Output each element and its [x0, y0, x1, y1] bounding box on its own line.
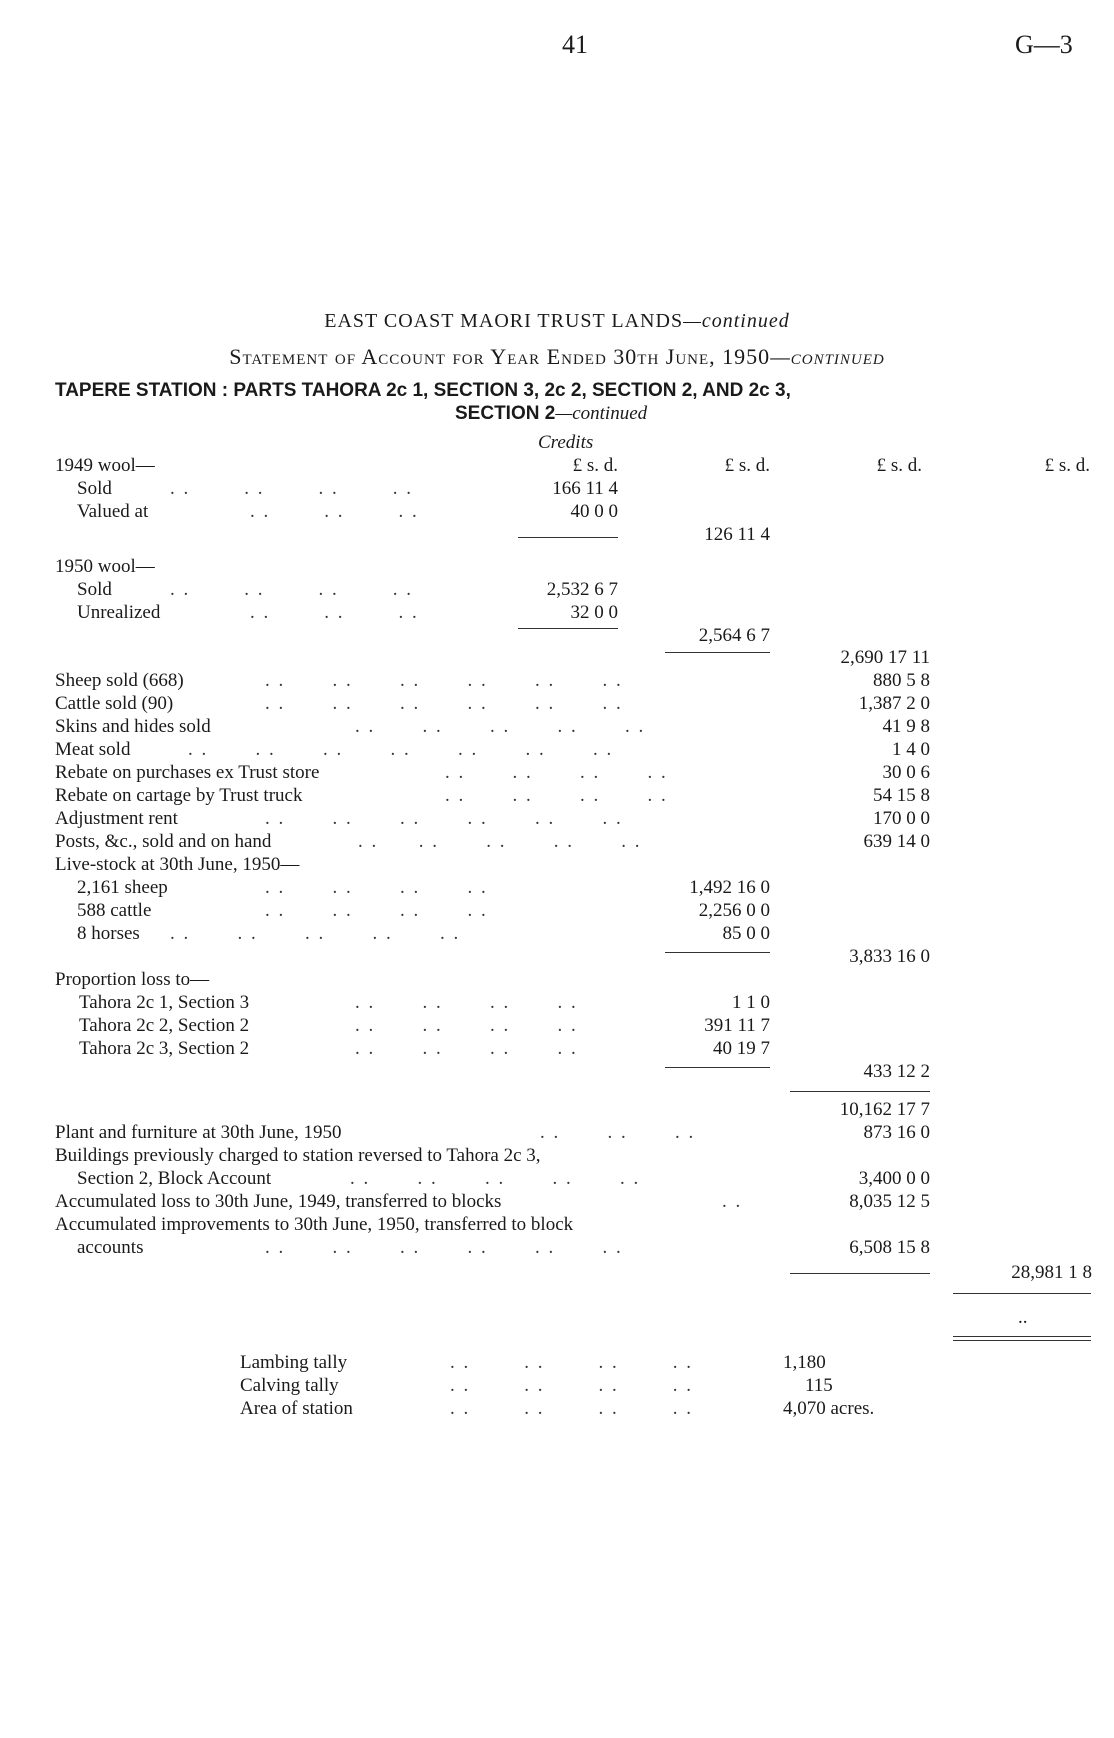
leader-dots: . . . . . . . . . . . . [265, 693, 623, 714]
wool-1950-unrealized-label: Unrealized [77, 602, 161, 623]
item-amount: 30 0 6 [882, 762, 930, 783]
leader-dots: . . . . . . . . [445, 785, 668, 806]
credits-label: Credits [538, 432, 594, 453]
livestock-row-label: 2,161 sheep [77, 877, 168, 898]
station-heading-line2 [455, 403, 647, 425]
leader-dots: . . . . . . . . . . [355, 716, 646, 737]
buildings-line2: Section 2, Block Account [77, 1168, 272, 1189]
item-label: Cattle sold (90) [55, 693, 174, 714]
leader-dots: . . . . . . . . [450, 1375, 693, 1396]
subtotal: 10,162 17 7 [839, 1099, 930, 1120]
buildings-amount: 3,400 0 0 [858, 1168, 930, 1189]
leader-dots: . . . . . . [250, 602, 419, 623]
title-main: EAST COAST MAORI TRUST LANDS [324, 310, 684, 332]
wool-1950-sold-label: Sold [77, 579, 112, 600]
station-line2-continued: —continued [555, 403, 648, 424]
rule [518, 628, 618, 629]
item-amount: 41 9 8 [882, 716, 930, 737]
title-continued: —continued [683, 310, 790, 332]
leader-dots: . . . . . . . . [355, 992, 578, 1013]
item-amount: 639 14 0 [863, 831, 930, 852]
leader-dots: . . . . . . . . [450, 1398, 693, 1419]
wool-1949-valued-label: Valued at [77, 501, 149, 522]
rule [953, 1336, 1091, 1337]
rule [665, 652, 770, 653]
col-header-4: £ s. d. [1044, 455, 1090, 476]
leader-dots: . . . . . . . . [265, 877, 488, 898]
wool-total: 2,690 17 11 [840, 647, 930, 668]
rule [953, 1293, 1091, 1294]
item-amount: 170 0 0 [873, 808, 930, 829]
leader-dots: . . . . . . . . . . . . [265, 670, 623, 691]
tally-value: 115 [805, 1375, 833, 1396]
grand-total: 28,981 1 8 [1011, 1262, 1092, 1283]
wool-1949-valued: 40 0 0 [570, 501, 618, 522]
proportion-row-amount: 40 19 7 [713, 1038, 770, 1059]
livestock-label: Live-stock at 30th June, 1950— [55, 854, 300, 875]
wool-1949-sold-label: Sold [77, 478, 112, 499]
title [0, 310, 1114, 333]
item-label: Rebate on purchases ex Trust store [55, 762, 320, 783]
tally-label: Area of station [240, 1398, 353, 1419]
item-label: Sheep sold (668) [55, 670, 184, 691]
wool-1949-sold: 166 11 4 [552, 478, 618, 499]
rule [665, 1067, 770, 1068]
accum-loss-amount: 8,035 12 5 [849, 1191, 930, 1212]
proportion-row-label: Tahora 2c 2, Section 2 [79, 1015, 250, 1036]
page-number: 41 [562, 30, 588, 59]
rule [790, 1273, 930, 1274]
proportion-label: Proportion loss to— [55, 969, 210, 990]
wool-1950-label: 1950 wool— [55, 556, 155, 577]
leader-dots: . . . . . . . . . . . . . . [188, 739, 614, 760]
leader-dots: . . . . . . . . [355, 1015, 578, 1036]
item-amount: 1,387 2 0 [858, 693, 930, 714]
proportion-total: 433 12 2 [863, 1061, 930, 1082]
leader-dots: . . . . . . . . [265, 900, 488, 921]
wool-1950-total: 2,564 6 7 [698, 625, 770, 646]
statement-heading [0, 344, 1114, 370]
livestock-row-label: 8 horses [77, 923, 140, 944]
leader-dots: . . . . . . . . [170, 579, 413, 600]
leader-dots: . . . . . . . . [450, 1352, 693, 1373]
item-label: Skins and hides sold [55, 716, 211, 737]
station-line2-main: SECTION 2 [455, 403, 556, 424]
leader-dots: . . . . . . . . . . . . [265, 1237, 623, 1258]
plant-amount: 873 16 0 [863, 1122, 930, 1143]
document-reference: G—3 [1015, 30, 1073, 59]
proportion-row-label: Tahora 2c 3, Section 2 [79, 1038, 250, 1059]
leader-dots: . . . . . . . . . . [350, 1168, 641, 1189]
leader-dots: . . . . . . [540, 1122, 696, 1143]
col-header-1: £ s. d. [572, 455, 618, 476]
leader-dots: . . . . . . . . [355, 1038, 578, 1059]
wool-1950-sold: 2,532 6 7 [546, 579, 618, 600]
proportion-row-label: Tahora 2c 1, Section 3 [79, 992, 250, 1013]
livestock-row-label: 588 cattle [77, 900, 152, 921]
livestock-row-amount: 1,492 16 0 [689, 877, 770, 898]
accum-loss-label: Accumulated loss to 30th June, 1949, transferred to blocks [55, 1191, 502, 1212]
item-amount: 54 15 8 [873, 785, 930, 806]
proportion-row-amount: 1 1 0 [732, 992, 770, 1013]
item-label: Posts, &c., sold and on hand [55, 831, 272, 852]
item-label: Adjustment rent [55, 808, 178, 829]
tally-label: Lambing tally [240, 1352, 348, 1373]
wool-1949-net: 126 11 4 [704, 524, 770, 545]
leader-dots: . . . . . . . . [445, 762, 668, 783]
accum-impr-amount: 6,508 15 8 [849, 1237, 930, 1258]
col-header-3: £ s. d. [876, 455, 922, 476]
tally-label: Calving tally [240, 1375, 339, 1396]
statement-main: Statement of Account for Year Ended 30th June, 1950 [229, 344, 771, 369]
item-amount: 880 5 8 [873, 670, 930, 691]
leader-dots: . . . . . . . . . . [170, 923, 461, 944]
livestock-row-amount: 85 0 0 [722, 923, 770, 944]
leader-dots: . . . . . . [250, 501, 419, 522]
leader-dots: . . . . . . . . . . [358, 831, 642, 852]
rule [790, 1091, 930, 1092]
wool-1950-unrealized: 32 0 0 [570, 602, 618, 623]
leader-dots: . . . . . . . . . . . . [265, 808, 623, 829]
accum-impr-line2: accounts [77, 1237, 144, 1258]
rule [518, 537, 618, 538]
leader-dots: . . . . . . . . [170, 478, 413, 499]
item-label: Meat sold [55, 739, 131, 760]
buildings-line1: Buildings previously charged to station reversed to Tahora 2c 3, [55, 1145, 541, 1166]
wool-1949-label: 1949 wool— [55, 455, 155, 476]
livestock-total: 3,833 16 0 [849, 946, 930, 967]
col-header-2: £ s. d. [724, 455, 770, 476]
tally-value: 1,180 [783, 1352, 826, 1373]
tally-value: 4,070 acres. [783, 1398, 875, 1419]
leader-dots: . . [722, 1191, 743, 1212]
item-amount: 1 4 0 [892, 739, 930, 760]
rule [665, 952, 770, 953]
item-label: Rebate on cartage by Trust truck [55, 785, 303, 806]
livestock-row-amount: 2,256 0 0 [698, 900, 770, 921]
grand-total-blank: .. [1018, 1307, 1028, 1328]
station-heading-line1: TAPERE STATION : PARTS TAHORA 2c 1, SECTION 3, 2c 2, SECTION 2, AND 2c 3, [55, 380, 791, 401]
accum-impr-line1: Accumulated improvements to 30th June, 1950, transferred to block [55, 1214, 574, 1235]
proportion-row-amount: 391 11 7 [704, 1015, 770, 1036]
plant-label: Plant and furniture at 30th June, 1950 [55, 1122, 342, 1143]
statement-continued: —continued [770, 344, 885, 369]
rule [953, 1340, 1091, 1341]
